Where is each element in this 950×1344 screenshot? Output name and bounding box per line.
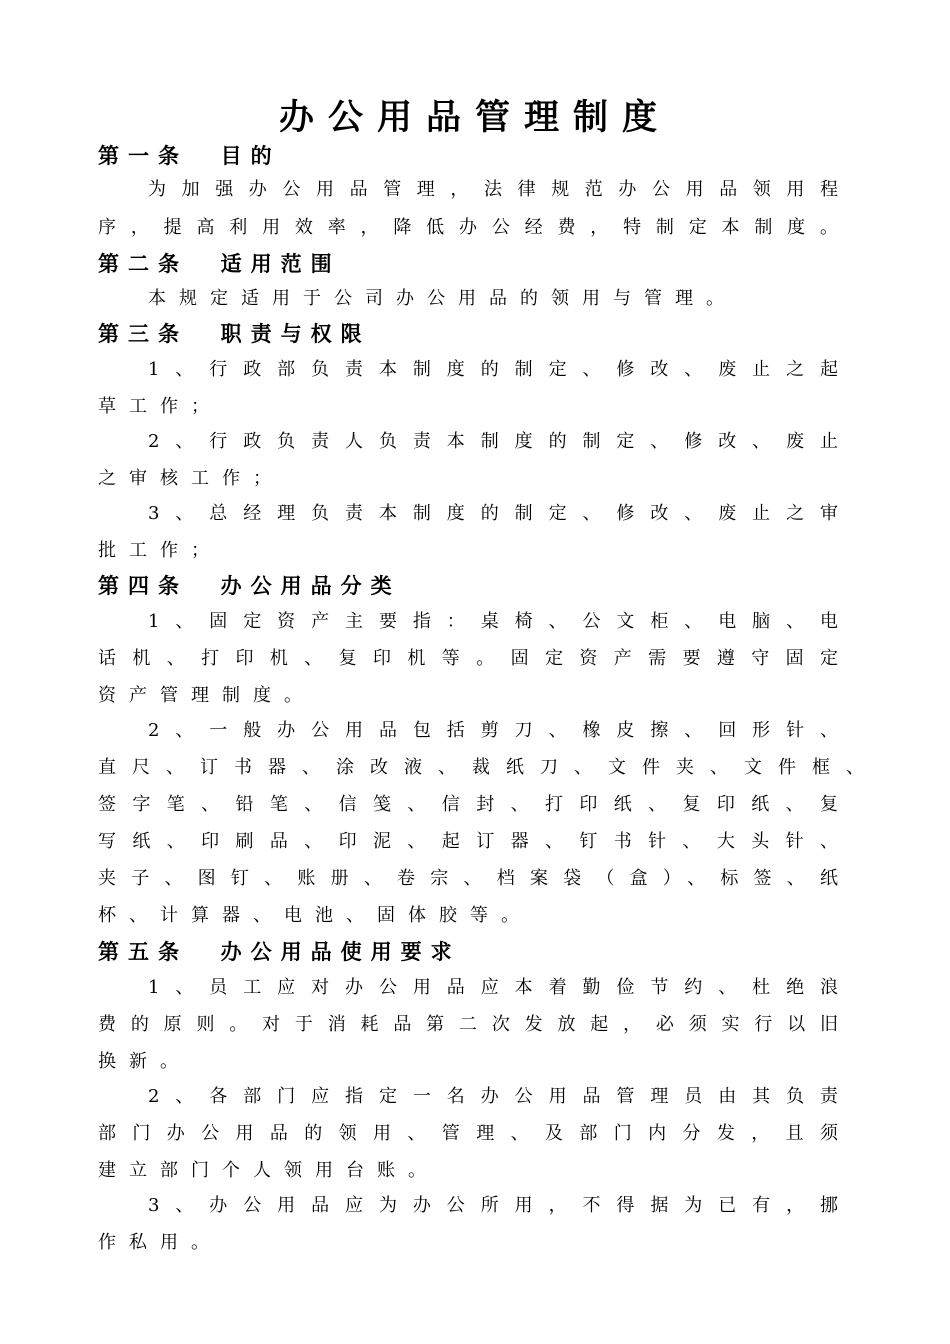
paragraph-line: 1、固定资产主要指：桌椅、公文柜、电脑、电: [148, 611, 838, 632]
paragraph-line: 建立部门个人领用台账。: [98, 1160, 439, 1181]
paragraph-line: 资产管理制度。: [98, 685, 315, 706]
paragraph-line: 草工作；: [98, 396, 222, 417]
paragraph-line: 直尺、订书器、涂改液、裁纸刀、文件夹、文件框、: [98, 757, 864, 778]
paragraph-line: 3、办公用品应为办公所用，不得据为已有，挪: [148, 1195, 838, 1216]
paragraph-line: 作私用。: [98, 1232, 222, 1253]
paragraph-line: 换新。: [98, 1051, 191, 1072]
paragraph-line: 写纸、印刷品、印泥、起订器、钉书针、大头针、: [98, 831, 838, 852]
paragraph-line: 2、行政负责人负责本制度的制定、修改、废止: [148, 431, 838, 452]
paragraph-line: 为加强办公用品管理，法律规范办公用品领用程: [148, 179, 838, 200]
paragraph-line: 1、行政部负责本制度的制定、修改、废止之起: [148, 359, 838, 380]
paragraph-line: 本规定适用于公司办公用品的领用与管理。: [148, 288, 737, 309]
paragraph-line: 夹子、图钉、账册、卷宗、档案袋（盒）、标签、纸: [98, 868, 838, 889]
section-heading-1: 第一条 目的: [98, 144, 281, 168]
paragraph-line: 2、一般办公用品包括剪刀、橡皮擦、回形针、: [148, 720, 838, 741]
section-heading-4: 第四条 办公用品分类: [98, 574, 401, 598]
document-title: 办公用品管理制度: [278, 98, 671, 138]
paragraph-line: 1、员工应对办公用品应本着勤俭节约、杜绝浪: [148, 977, 838, 998]
paragraph-line: 批工作；: [98, 540, 222, 561]
paragraph-line: 序，提高利用效率，降低办公经费，特制定本制度。: [98, 217, 838, 238]
paragraph-line: 杯、计算器、电池、固体胶等。: [98, 905, 532, 926]
paragraph-line: 之审核工作；: [98, 468, 284, 489]
paragraph-line: 签字笔、铅笔、信笺、信封、打印纸、复印纸、复: [98, 794, 838, 815]
section-heading-2: 第二条 适用范围: [98, 252, 341, 276]
section-heading-5: 第五条 办公用品使用要求: [98, 940, 461, 964]
paragraph-line: 费的原则。对于消耗品第二次发放起，必须实行以旧: [98, 1014, 838, 1035]
paragraph-line: 2、各部门应指定一名办公用品管理员由其负责: [148, 1086, 838, 1107]
section-heading-3: 第三条 职责与权限: [98, 322, 371, 346]
paragraph-line: 3、总经理负责本制度的制定、修改、废止之审: [148, 503, 838, 524]
paragraph-line: 部门办公用品的领用、管理、及部门内分发，且须: [98, 1123, 838, 1144]
paragraph-line: 话机、打印机、复印机等。固定资产需要遵守固定: [98, 648, 838, 669]
